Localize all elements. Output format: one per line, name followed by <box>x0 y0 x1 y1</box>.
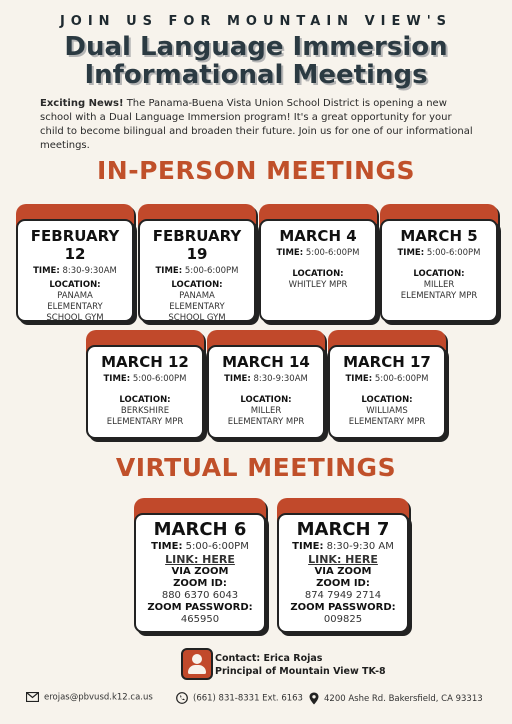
spacer <box>330 385 444 395</box>
location-line: ELEMENTARY MPR <box>400 291 478 301</box>
meeting-date: MARCH 6 <box>153 519 247 540</box>
card-body <box>138 219 256 322</box>
time-label: TIME: <box>276 248 304 258</box>
via-zoom-label: VIA ZOOM <box>314 566 372 577</box>
meeting-date: MARCH 7 <box>296 519 390 540</box>
location-line: SCHOOL GYM <box>168 313 226 323</box>
contact-title: Principal of Mountain View TK-8 <box>215 666 386 677</box>
location-line: MILLER <box>423 280 455 290</box>
zoom-id-label: ZOOM ID: <box>316 578 370 589</box>
spacer <box>261 259 375 269</box>
meeting-time <box>330 374 444 385</box>
meeting-time <box>279 541 407 553</box>
spacer <box>209 385 323 395</box>
location-label: LOCATION: <box>413 269 465 279</box>
phone-icon <box>176 692 188 704</box>
meeting-date: FEBRUARY 12 <box>30 227 120 263</box>
meeting-date: MARCH 12 <box>101 353 189 371</box>
time-label: TIME: <box>292 541 324 552</box>
meeting-time <box>136 541 264 553</box>
card-body <box>259 219 377 322</box>
footer-address <box>309 692 483 705</box>
location-line: PANAMA <box>57 291 93 301</box>
contact-info <box>215 652 386 678</box>
zoom-password-value: 465950 <box>180 614 220 625</box>
meeting-time <box>18 266 132 277</box>
time-label: TIME: <box>345 374 373 384</box>
footer-email-text: erojas@pbvusd.k12.ca.us <box>44 692 153 703</box>
meeting-date: MARCH 14 <box>222 353 310 371</box>
zoom-password-label: ZOOM PASSWORD: <box>290 602 396 613</box>
in-person-heading: IN-PERSON MEETINGS <box>97 156 415 185</box>
card-body <box>277 513 409 633</box>
location-line: WHITLEY MPR <box>288 280 348 290</box>
location-line: SCHOOL GYM <box>46 313 104 323</box>
zoom-id-label: ZOOM ID: <box>173 578 227 589</box>
virtual-heading: VIRTUAL MEETINGS <box>115 453 397 482</box>
meeting-date: MARCH 4 <box>279 227 357 245</box>
intro-body: The Panama-Buena Vista Union School District is opening a new school with a Dual Language Immersion program! It's a great opportunity for your child to become bilingual and broaden their future. Join us for one of our informational meetings. <box>40 98 473 151</box>
location-line: PANAMA <box>179 291 215 301</box>
envelope-icon <box>26 692 39 702</box>
meeting-date: MARCH 5 <box>400 227 478 245</box>
meeting-date: MARCH 17 <box>343 353 431 371</box>
location-line: ELEMENTARY MPR <box>106 417 184 427</box>
location-line: ELEMENTARY <box>47 302 103 312</box>
meeting-link[interactable]: LINK: HERE <box>308 553 378 566</box>
location-label: LOCATION: <box>119 395 171 405</box>
card-body <box>380 219 498 322</box>
location-line: ELEMENTARY MPR <box>348 417 426 427</box>
location-line: MILLER <box>250 406 282 416</box>
card-body <box>207 345 325 439</box>
footer-address-text: 4200 Ashe Rd. Bakersfield, CA 93313 <box>324 694 483 704</box>
meeting-time <box>209 374 323 385</box>
time-value: 8:30-9:30 AM <box>326 541 394 552</box>
contact-person-icon <box>181 648 213 680</box>
meeting-date: FEBRUARY 19 <box>152 227 242 263</box>
page-title-line-1: Dual Language Immersion <box>64 32 448 62</box>
location-label: LOCATION: <box>240 395 292 405</box>
card-body <box>134 513 266 633</box>
location-label: LOCATION: <box>292 269 344 279</box>
zoom-password-label: ZOOM PASSWORD: <box>147 602 253 613</box>
spacer <box>382 259 496 269</box>
via-zoom-label: VIA ZOOM <box>171 566 229 577</box>
card-body <box>16 219 134 322</box>
page-title <box>0 33 512 89</box>
time-value: 5:00-6:00PM <box>184 266 239 276</box>
meeting-time <box>140 266 254 277</box>
time-label: TIME: <box>151 541 183 552</box>
intro-paragraph <box>40 97 478 153</box>
location-line: BERKSHIRE <box>120 406 170 416</box>
meeting-time <box>88 374 202 385</box>
time-value: 5:00-6:00PM <box>305 248 360 258</box>
time-label: TIME: <box>224 374 251 384</box>
meeting-link[interactable]: LINK: HERE <box>165 553 235 566</box>
time-label: TIME: <box>33 266 60 276</box>
meeting-time <box>382 248 496 259</box>
zoom-id-value: 880 6370 6043 <box>161 590 239 601</box>
time-label: TIME: <box>155 266 183 276</box>
footer <box>0 690 512 706</box>
footer-phone[interactable] <box>176 692 303 704</box>
location-line: WILLIAMS <box>366 406 408 416</box>
contact-name: Contact: Erica Rojas <box>215 653 323 664</box>
card-body <box>86 345 204 439</box>
location-pin-icon <box>309 692 319 705</box>
spacer <box>88 385 202 395</box>
location-label: LOCATION: <box>361 395 413 405</box>
location-line: ELEMENTARY <box>169 302 225 312</box>
header-kicker: JOIN US FOR MOUNTAIN VIEW'S <box>59 14 453 29</box>
time-value: 5:00-6:00PM <box>185 541 249 552</box>
time-value: 5:00-6:00PM <box>132 374 187 384</box>
footer-email[interactable] <box>26 692 153 703</box>
footer-phone-text: (661) 831-8331 Ext. 6163 <box>193 693 303 704</box>
page-title-line-2: Informational Meetings <box>84 60 428 90</box>
intro-lead: Exciting News! <box>40 98 124 109</box>
time-value: 8:30-9:30AM <box>253 374 308 384</box>
time-label: TIME: <box>397 248 425 258</box>
time-value: 8:30-9:30AM <box>62 266 117 276</box>
time-value: 5:00-6:00PM <box>374 374 429 384</box>
location-label: LOCATION: <box>49 280 101 290</box>
time-value: 5:00-6:00PM <box>426 248 481 258</box>
meeting-time <box>261 248 375 259</box>
zoom-id-value: 874 7949 2714 <box>304 590 382 601</box>
card-body <box>328 345 446 439</box>
zoom-password-value: 009825 <box>323 614 363 625</box>
location-line: ELEMENTARY MPR <box>227 417 305 427</box>
location-label: LOCATION: <box>171 280 223 290</box>
time-label: TIME: <box>103 374 131 384</box>
